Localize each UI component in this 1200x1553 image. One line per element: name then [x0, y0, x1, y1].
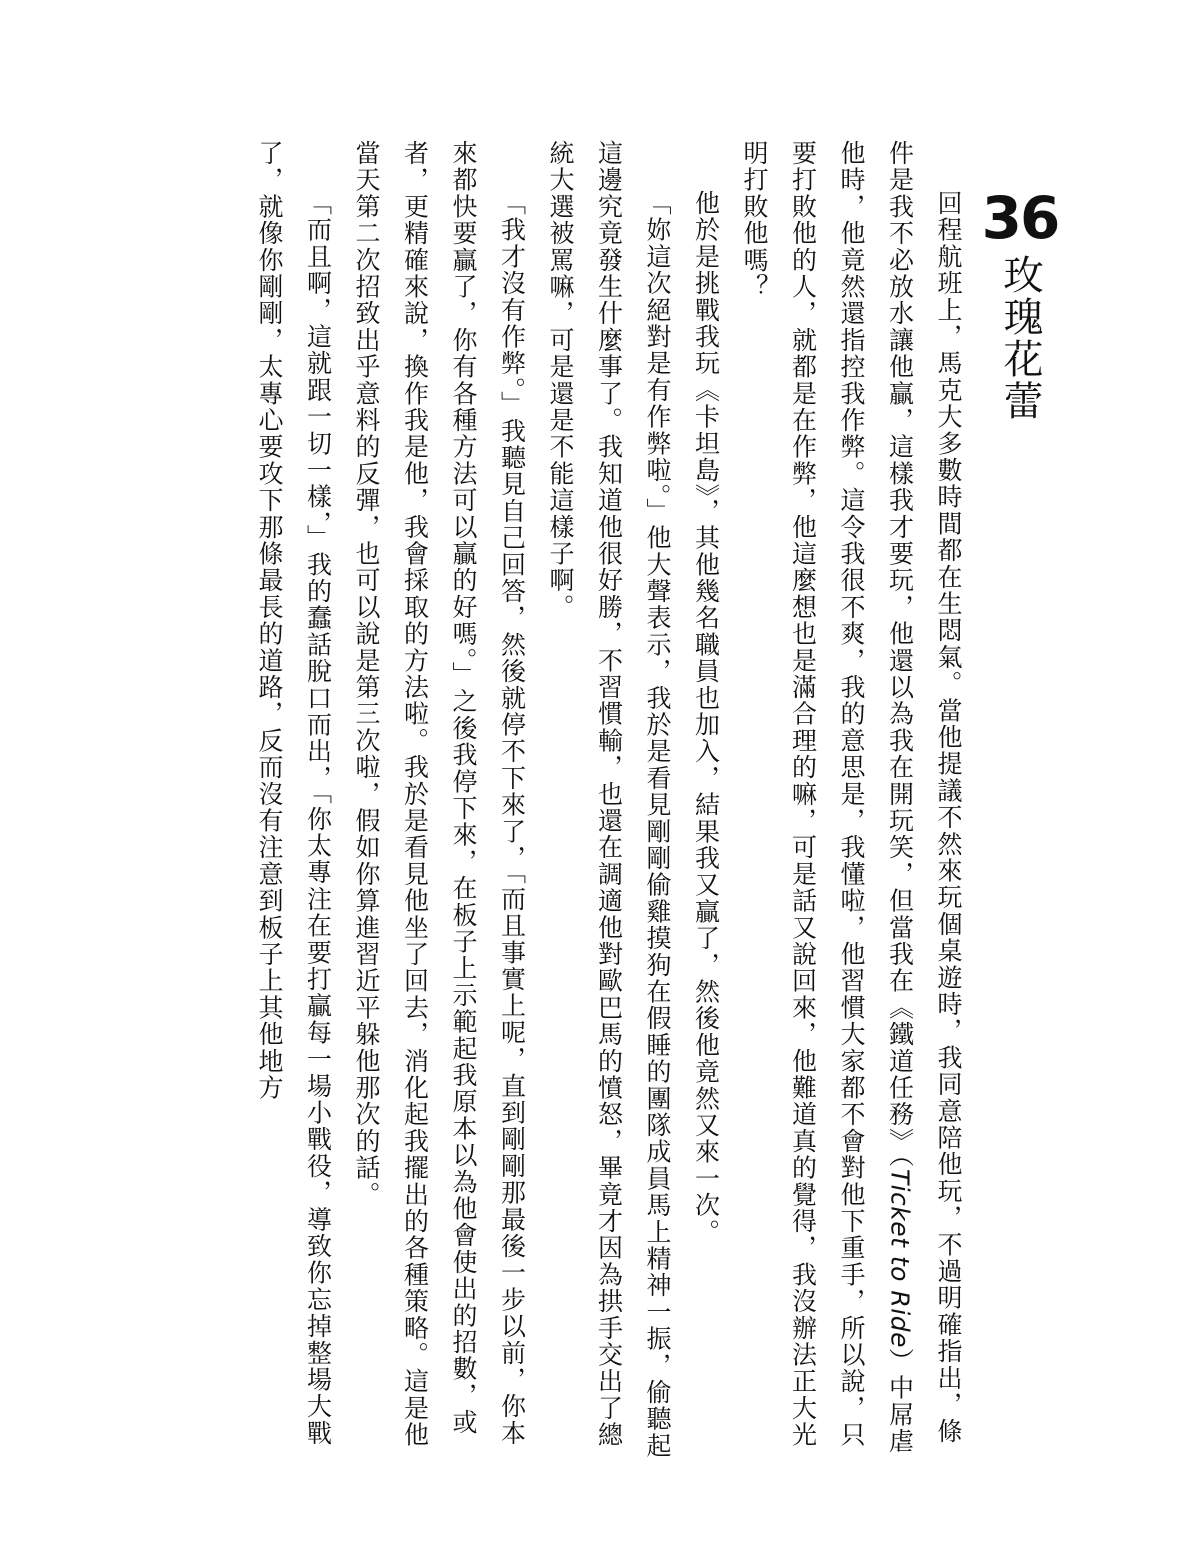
text-line: 「妳這次絕對是有作弊啦。」他大聲表示，我於是看見剛剛偷雞摸狗在假睡的團隊成員馬上精	[643, 190, 672, 1273]
text-line: 怒，畢竟才因為拱手交出了總統大選被罵嘛，可是還是不能這樣子啊。	[546, 140, 624, 1449]
text-line: 了回去，消化起我擺出的各種策略。這是他當天第二次招致出乎意料的反彈，也可以說是第三次	[352, 140, 430, 1449]
text-line: 啦，假如你算進習近平躲他那次的話。	[352, 754, 381, 1209]
text-line: 原本以為他會使出的招數，或者，更精確來說，換作我是他，我會採取的方法啦。我於是看見他坐	[400, 140, 478, 1436]
body-text	[212, 140, 972, 1470]
text-line: 他於是挑戰我玩《卡坦島》，其他幾名職員也加入，結果我又贏了，然後他竟然又來一次。	[691, 190, 721, 1246]
paragraph	[342, 140, 536, 1470]
text-line: ）中屌虐他時，他竟然還指控我作弊。這令我很不爽，我的意思是，我懂啦，	[837, 140, 915, 1455]
chapter-heading	[980, 186, 1060, 422]
paragraph	[681, 140, 730, 1470]
paragraph	[245, 140, 342, 1470]
chapter-title: 玫瑰花蕾	[997, 254, 1043, 422]
latin-title: Ticket to Ride	[885, 1168, 915, 1348]
text-line: 一步以前，你本來都快要贏了，你有各種方法可以贏的好嗎。」之後我停下來，在板子上示範起我	[449, 140, 527, 1447]
text-line: 「而且啊，這就跟一切一樣，」我的蠢話脫口而出，「你太專注在要打贏每一場小戰役，導致	[303, 190, 333, 1260]
paragraph	[536, 140, 682, 1470]
text-line: 務》（	[885, 1101, 915, 1169]
text-line: 回程航班上，馬克大多數時間都在生悶氣。當他提議不然來玩個桌遊時，我同意陪他玩，不過	[934, 190, 963, 1285]
text-line: 神一振，偷聽起這邊究竟發生什麼事了。我知道他很好勝，不習慣輸，也還在調適他對歐巴馬的憤	[594, 140, 672, 1460]
text-line: 「我才沒有作弊。」我聽見自己回答，然後就停不下來了，「而且事實上呢，直到剛剛那最後	[497, 190, 527, 1260]
text-line: 嘛，可是話又說回來，他難道真的覺得，我沒辦法正大光明打敗他嗎？	[740, 140, 818, 1449]
text-line: 他習慣大家都不會對他下重手，所以說，只要打敗他的人，就都是在作弊，他這麼想也是滿合理的	[788, 140, 866, 1449]
text-line: 你忘掉整場大戰了，就像你剛剛，太專心要攻下那條最長的道路，反而沒有注意到板子上其他地方	[255, 140, 333, 1447]
text-line: 明確指出，條件是我不必放水讓他贏，這樣我才要玩，他還以為我在開玩笑，但當我在《鐵道任	[885, 140, 963, 1445]
chapter-number: 36	[981, 184, 1059, 252]
paragraph	[730, 140, 973, 1470]
